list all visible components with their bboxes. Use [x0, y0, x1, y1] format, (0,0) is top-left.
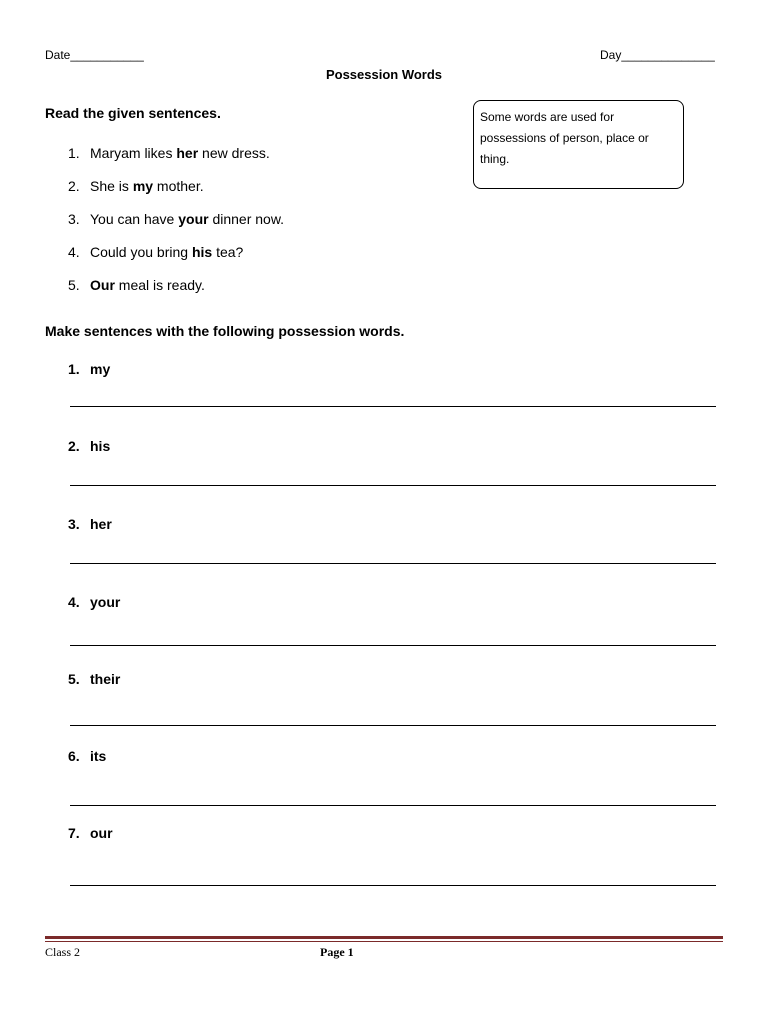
answer-line-1[interactable] — [70, 406, 716, 407]
date-field: Date___________ — [45, 48, 144, 62]
section1-heading: Read the given sentences. — [45, 105, 221, 121]
sentence-number: 1. — [68, 145, 80, 161]
sentence-number: 2. — [68, 178, 80, 194]
sentence-text: new dress. — [198, 145, 270, 161]
footer-page-number: Page 1 — [320, 945, 354, 959]
sentence-text: Maryam likes — [90, 145, 177, 161]
task-7 — [68, 825, 113, 841]
possession-word: his — [191, 244, 213, 260]
answer-line-5[interactable] — [70, 725, 716, 726]
sentence-number: 4. — [68, 244, 80, 260]
task-2 — [68, 438, 110, 454]
sentence-1 — [68, 145, 270, 161]
task-word: her — [90, 516, 112, 532]
sentence-number: 5. — [68, 277, 80, 293]
task-number: 3. — [68, 516, 80, 532]
answer-line-6[interactable] — [70, 805, 716, 806]
answer-line-7[interactable] — [70, 885, 716, 886]
footer-rule — [45, 941, 723, 942]
task-word: my — [90, 361, 111, 377]
sentence-text: She is — [90, 178, 133, 194]
sentence-2 — [68, 178, 204, 194]
task-word: their — [90, 671, 121, 687]
sentence-text: meal is ready. — [114, 277, 205, 293]
sentence-text: dinner now. — [208, 211, 285, 227]
day-field: Day______________ — [600, 48, 715, 62]
possession-word: her — [176, 145, 199, 161]
task-number: 4. — [68, 594, 80, 610]
sentence-text: You can have — [90, 211, 179, 227]
sentence-5 — [68, 277, 205, 293]
answer-line-2[interactable] — [70, 485, 716, 486]
answer-line-4[interactable] — [70, 645, 716, 646]
task-number: 2. — [68, 438, 80, 454]
task-3 — [68, 516, 112, 532]
sentence-text: tea? — [212, 244, 244, 260]
task-4 — [68, 594, 120, 610]
sentence-number: 3. — [68, 211, 80, 227]
sentence-text: Could you bring — [90, 244, 192, 260]
sentence-text: mother. — [153, 178, 204, 194]
task-word: its — [90, 748, 107, 764]
task-number: 5. — [68, 671, 80, 687]
section2-heading: Make sentences with the following possession words. — [45, 323, 405, 339]
task-1 — [68, 361, 110, 377]
task-number: 6. — [68, 748, 80, 764]
task-word: your — [90, 594, 121, 610]
note-box: Some words are used for possessions of person, place or thing. — [473, 100, 684, 189]
task-number: 7. — [68, 825, 80, 841]
possession-word: Our — [90, 277, 115, 293]
task-number: 1. — [68, 361, 80, 377]
sentence-4 — [68, 244, 243, 260]
possession-word: my — [132, 178, 154, 194]
task-word: our — [90, 825, 113, 841]
task-5 — [68, 671, 120, 687]
footer-class: Class 2 — [45, 945, 81, 959]
page-title: Possession Words — [325, 67, 443, 82]
task-6 — [68, 748, 106, 764]
possession-word: your — [178, 211, 209, 227]
task-word: his — [90, 438, 111, 454]
answer-line-3[interactable] — [70, 563, 716, 564]
sentence-3 — [68, 211, 284, 227]
footer-rule — [45, 936, 723, 939]
